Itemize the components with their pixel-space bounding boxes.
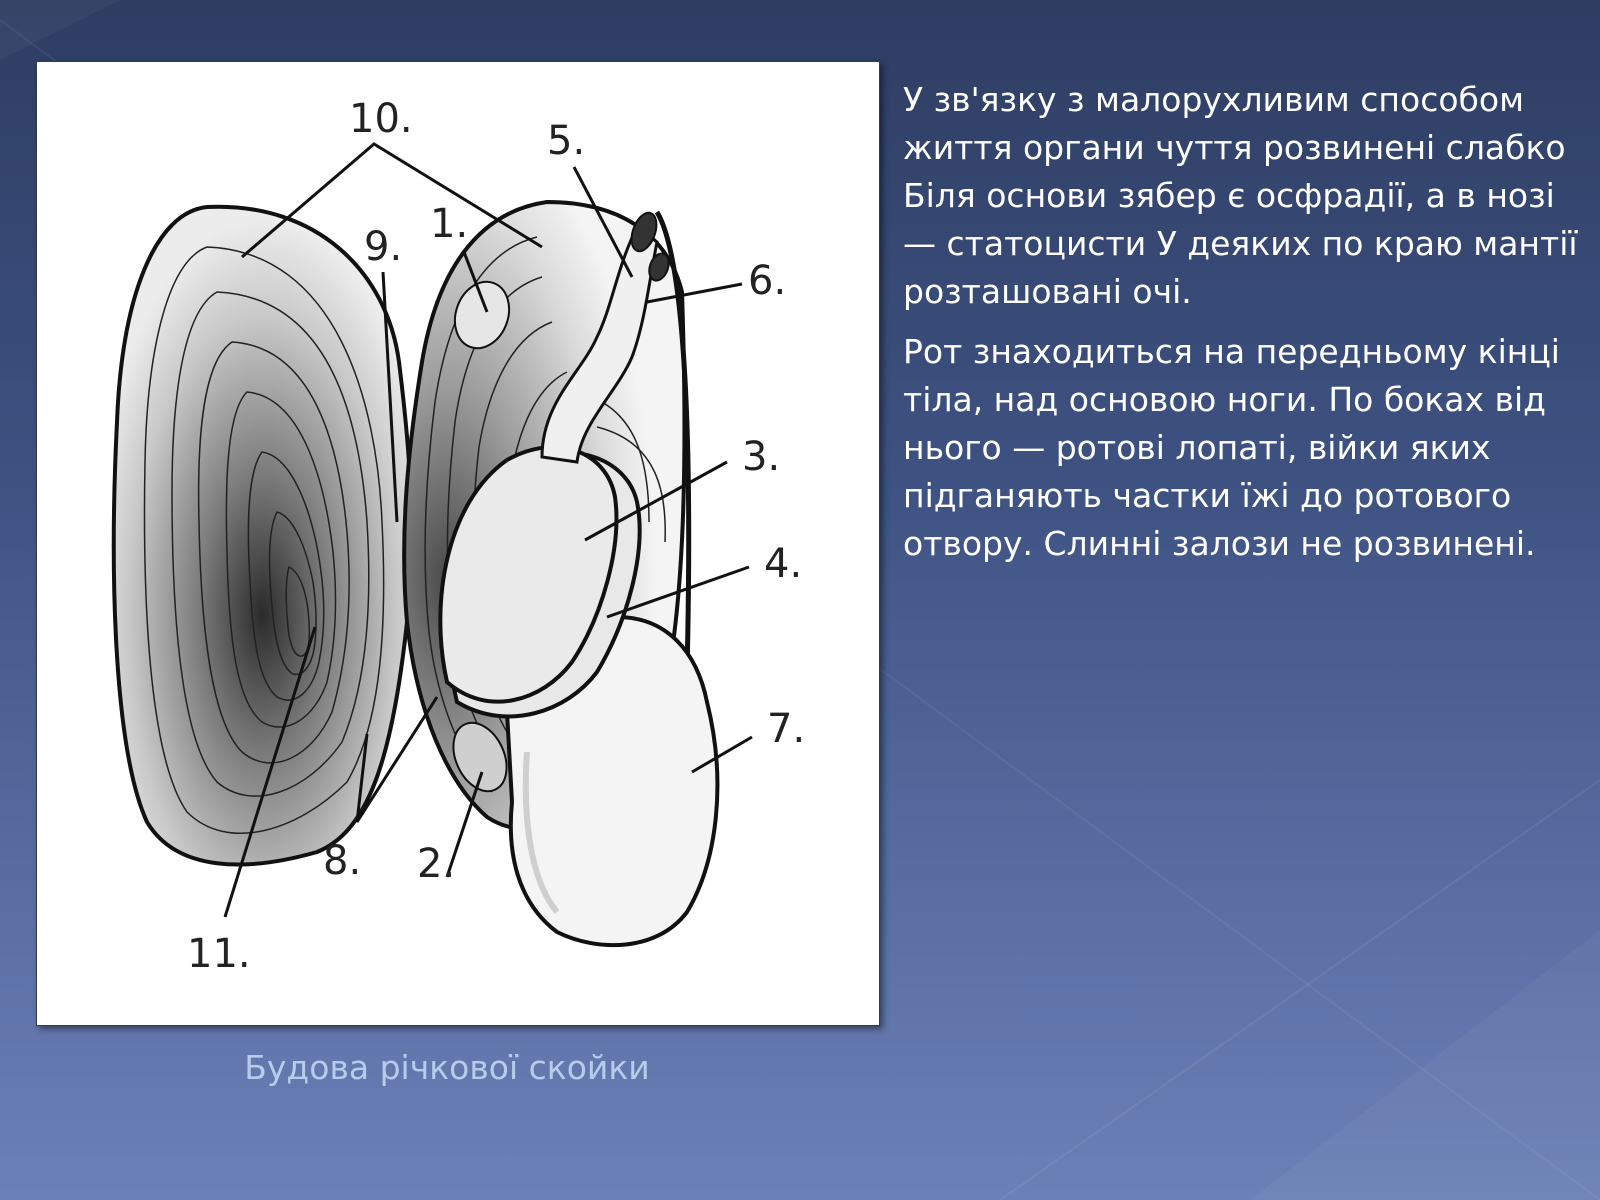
- label-3: 3.: [742, 434, 781, 480]
- paragraph-sense-organs: У зв'язку з малорухливим способом життя органи чуття розвинені слабко Біля основи зябер є осфрадії, а в нозі — статоцисти У деяких по краю мантії розташовані очі.: [903, 80, 1578, 311]
- figure-caption-text: Будова річкової скойки: [244, 1048, 650, 1087]
- label-2: 2.: [417, 841, 456, 887]
- label-11: 11.: [187, 931, 251, 977]
- label-7: 7.: [767, 706, 806, 752]
- label-6: 6.: [748, 258, 787, 304]
- label-9: 9.: [364, 224, 403, 270]
- label-5: 5.: [547, 118, 586, 164]
- figure-caption: [36, 1048, 1028, 1087]
- label-4: 4.: [764, 541, 803, 587]
- paragraph-mouth: Рот знаходиться на передньому кінці тіла, над основою ноги. По боках від нього — ротові лопаті, війки яких підганяють частки їжі до ротового отвору. Слинні залози не розвинені.: [903, 332, 1560, 563]
- label-10: 10.: [349, 96, 413, 142]
- left-shell-valve: [114, 207, 412, 865]
- mussel-anatomy-diagram: [36, 61, 880, 1026]
- label-8: 8.: [323, 838, 362, 884]
- label-1: 1.: [430, 201, 469, 247]
- description-text: [903, 76, 1578, 580]
